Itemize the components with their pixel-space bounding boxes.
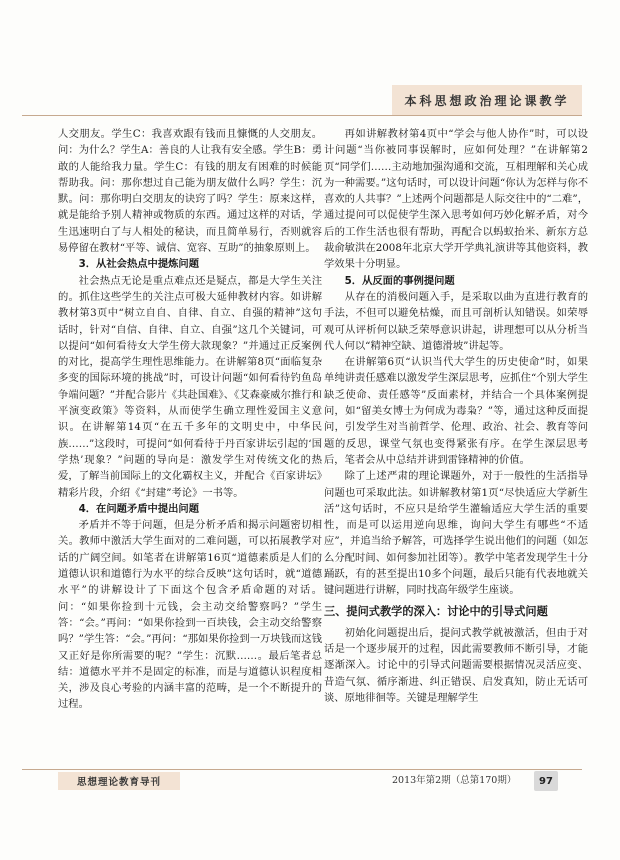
paragraph: 在讲解第6页“认识当代大学生的历史使命”时，如果单纯讲责任感难以激发学生深层思考，应抓住“个别大学生缺乏使命、责任感等”反面素材，并结合一个具体案例提问，如“留美女博士为何成为毒枭？”等，通过这种反面提问，引发学生对当前哲学、伦理、政治、社会、教育等问题的反思，课堂气氛也变得紧张有序。在学生深层思考后，笔者会从中总结并讲到雷锋精神的价值。 [324,356,588,466]
running-header: 本科思想政治理论课教学 [392,85,582,115]
paragraph: 初始化问题提出后，提问式教学就被激活，但由于对话是一个逐步展开的过程，因此需要教师不断引导，才能逐渐深入。讨论中的引导式问题需要根据情况灵活应变、昔造气氛、循序渐进、纠正错误、启发真知，防止无话可谈、原地徘徊等。关键是理解学生 [324,626,588,704]
subsection-heading: 4．在问题矛盾中提出问题 [78,502,200,515]
subsection-heading: 3．从社会热点中提炼问题 [78,258,200,271]
page-number: 97 [534,771,558,791]
left-column [58,126,322,756]
footer-divider [22,769,582,770]
paragraph: 人交朋友。学生C：我喜欢跟有钱而且慷慨的人交朋友。问：为什么？学生A：善良的人让我有安全感。学生B：勇敢的人能给我力量。学生C：有钱的朋友有困难的时候能帮助我。问：那你想过自己能为朋友做什么吗？学生：沉默。问：那你明白交朋友的诀窍了吗？学生：原来这样，就是能给予别人精神或物质的东西。通过这样的对话，学生迅速明白了与人相处的秘诀，而且简单易行，否则就容易停留在教材“平等、诚信、宽容、互助”的抽象原则上。 [58,128,322,255]
paragraph: 社会热点无论是重点难点还是疑点，都是大学生关注的。抓住这些学生的关注点可极大延伸教材内容。如讲解教材第3页中“树立自自、自律、自立、自强的精神”这句话时，针对“自信、自律、自立、自强”这几个关键词，可以提问“如何看待女大学生傍大款现象？”并通过正反案例的对比，提高学生理性思维能力。在讲解第8页“面临复杂多变的国际环境的挑战”时，可设计问题“如何看待钓鱼岛争端问题？”并配合影片《共赴国难》、《艾森豪威尔推行和平演变政策》等资料，从而使学生确立理性爱国主义意识。在讲解第14页“在五千多年的文明史中，中华民族……”这段时，可提问“如何看待于丹百家讲坛引起的‘国学热’现象？”问题的导向是：激发学生对传统文化的热爱，了解当前国际上的文化霸权主义，并配合《百家讲坛》精彩片段，介绍《“封建”考论》一书等。 [58,274,322,499]
section-heading: 三、提问式教学的深入：讨论中的引导式问题 [324,604,548,618]
journal-name: 思想理论教育导刊 [58,772,180,790]
subsection-heading: 5．从反面的事例提问题 [344,274,455,287]
header-divider [22,115,582,116]
right-column [324,126,588,756]
paragraph: 再如讲解教材第4页中“学会与他人协作”时，可以设计问题“当你被同事误解时，应如何处理？”在讲解第2页“同学们……主动地加强沟通和交流，互相理解和关心成为一种需要。”这句话时，可以设计问题“你认为怎样与你不喜欢的人共事？”上述两个问题都是人际交往中的“二难”，通过提问可以促使学生深入思考如何巧妙化解矛盾，对今后的工作生活也很有帮助，再配合以蚂蚁抬米、新东方总裁俞敏洪在2008年北京大学开学典礼演讲等其他资料，教学效果十分明显。 [324,128,588,271]
paragraph: 矛盾并不等于问题，但是分析矛盾和揭示问题密切相关。教师中激活大学生面对的二难问题，可以拓展教学对话的广阔空间。如笔者在讲解第16页“道德素质是人们的道德认识和道德行为水平的综合反映”这句话时，就“道德水平”的讲解设计了下面这个包含矛盾命题的对话。问：“如果你捡到十元钱，会主动交给警察吗？”学生答：“会。”再问：“如果你捡到一百块钱，会主动交给警察吗？”学生答：“会。”再问：“那如果你捡到一万块钱而这钱又正好是你所需要的呢？”学生：沉默……。最后笔者总结：道德水平并不是固定的标准，而是与道德认识程度相关，涉及良心考验的内涵丰富的范畴，是一个不断提升的过程。 [58,519,322,711]
paragraph: 从存在的消极问题入手，是采取以曲为直进行教育的手法，不但可以避免枯燥，而且可剖析认知错误。如荣辱观可从评析何以缺乏荣辱意识讲起，讲理想可以从分析当代人何以“精神空缺、道德滑坡”讲起等。 [324,290,588,352]
issue-info: 2013年第2期（总第170期） [392,775,517,786]
paragraph: 除了上述严肃的理论课题外，对于一般性的生活指导问题也可采取此法。如讲解教材第1页“尽快适应大学新生活”这句话时，不应只是给学生灌输适应大学生活的重要性，而是可以运用逆向思维，询问大学生有哪些“不适应”，并追当给予解答，可选择学生说出他们的问题（如怎么分配时间、如何参加社团等）。教学中笔者发现学生十分踊跃，有的甚至提出10多个问题，最后只能有代表地就关键问题进行讲解，同时找高年级学生座谈。 [324,470,588,597]
